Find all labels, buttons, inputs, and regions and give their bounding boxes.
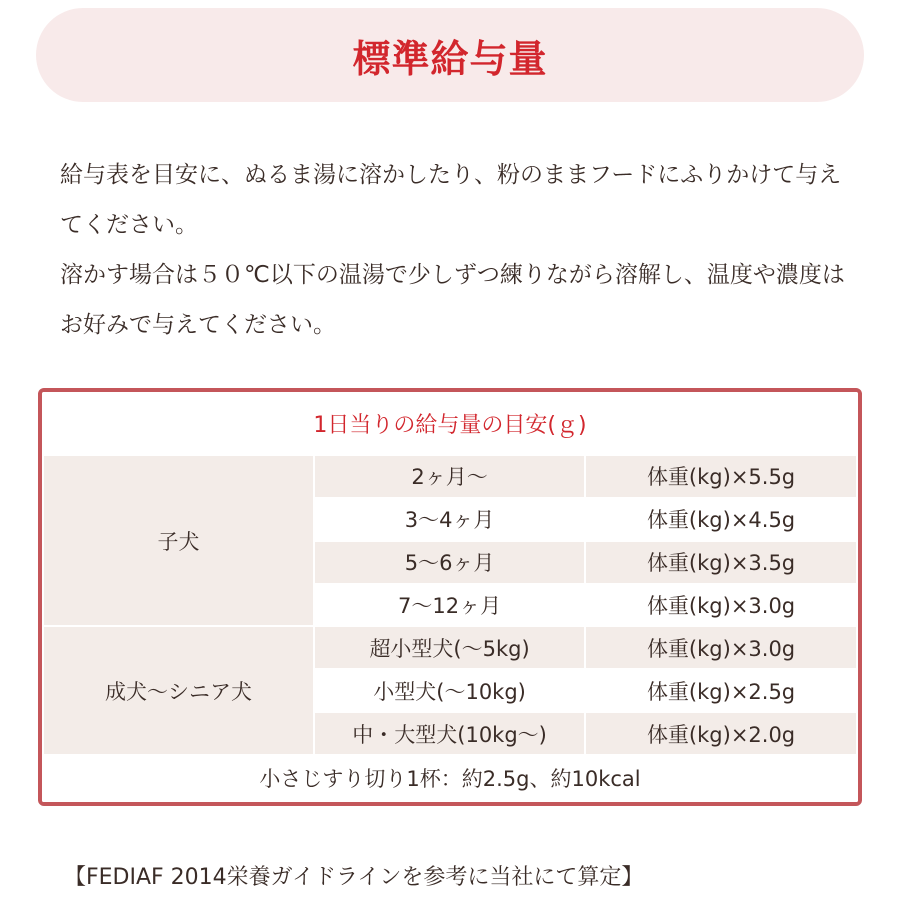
intro-text (60, 150, 850, 350)
intro-paragraph-2: 溶かす場合は５０℃以下の温湯で少しずつ練りながら溶解し、温度や濃度はお好みで与えてください。 (60, 262, 845, 338)
group-name-adult-senior: 成犬〜シニア犬 (43, 626, 314, 755)
table-caption: 1日当りの給与量の目安(ｇ) (43, 392, 857, 455)
table-footnote-row (43, 755, 857, 801)
group-name-puppy: 子犬 (43, 455, 314, 626)
source-note: 【FEDIAF 2014栄養ガイドラインを参考に当社にて算定】 (64, 865, 644, 890)
feeding-amount: 体重(kg)×3.0g (585, 626, 857, 669)
feeding-amount: 体重(kg)×3.0g (585, 584, 857, 627)
table-row (43, 455, 857, 498)
age-category: 5〜6ヶ月 (314, 541, 585, 584)
feeding-table (38, 388, 862, 806)
size-category: 超小型犬(〜5kg) (314, 626, 585, 669)
size-category: 小型犬(〜10kg) (314, 669, 585, 712)
page-title: 標準給与量 (352, 36, 548, 81)
title-banner (36, 8, 864, 102)
size-category: 中・大型犬(10kg〜) (314, 712, 585, 755)
feeding-amount: 体重(kg)×5.5g (585, 455, 857, 498)
intro-paragraph-1: 給与表を目安に、ぬるま湯に溶かしたり、粉のままフードにふりかけて与えてください。 (60, 162, 842, 238)
feeding-amount: 体重(kg)×2.5g (585, 669, 857, 712)
age-category: 3〜4ヶ月 (314, 498, 585, 541)
age-category: 7〜12ヶ月 (314, 584, 585, 627)
table-row (43, 626, 857, 669)
age-category: 2ヶ月〜 (314, 455, 585, 498)
table-caption-row (43, 392, 857, 455)
feeding-amount: 体重(kg)×2.0g (585, 712, 857, 755)
table-footnote: 小さじすり切り1杯：約2.5g、約10kcal (43, 755, 857, 801)
feeding-amount: 体重(kg)×3.5g (585, 541, 857, 584)
feeding-amount: 体重(kg)×4.5g (585, 498, 857, 541)
